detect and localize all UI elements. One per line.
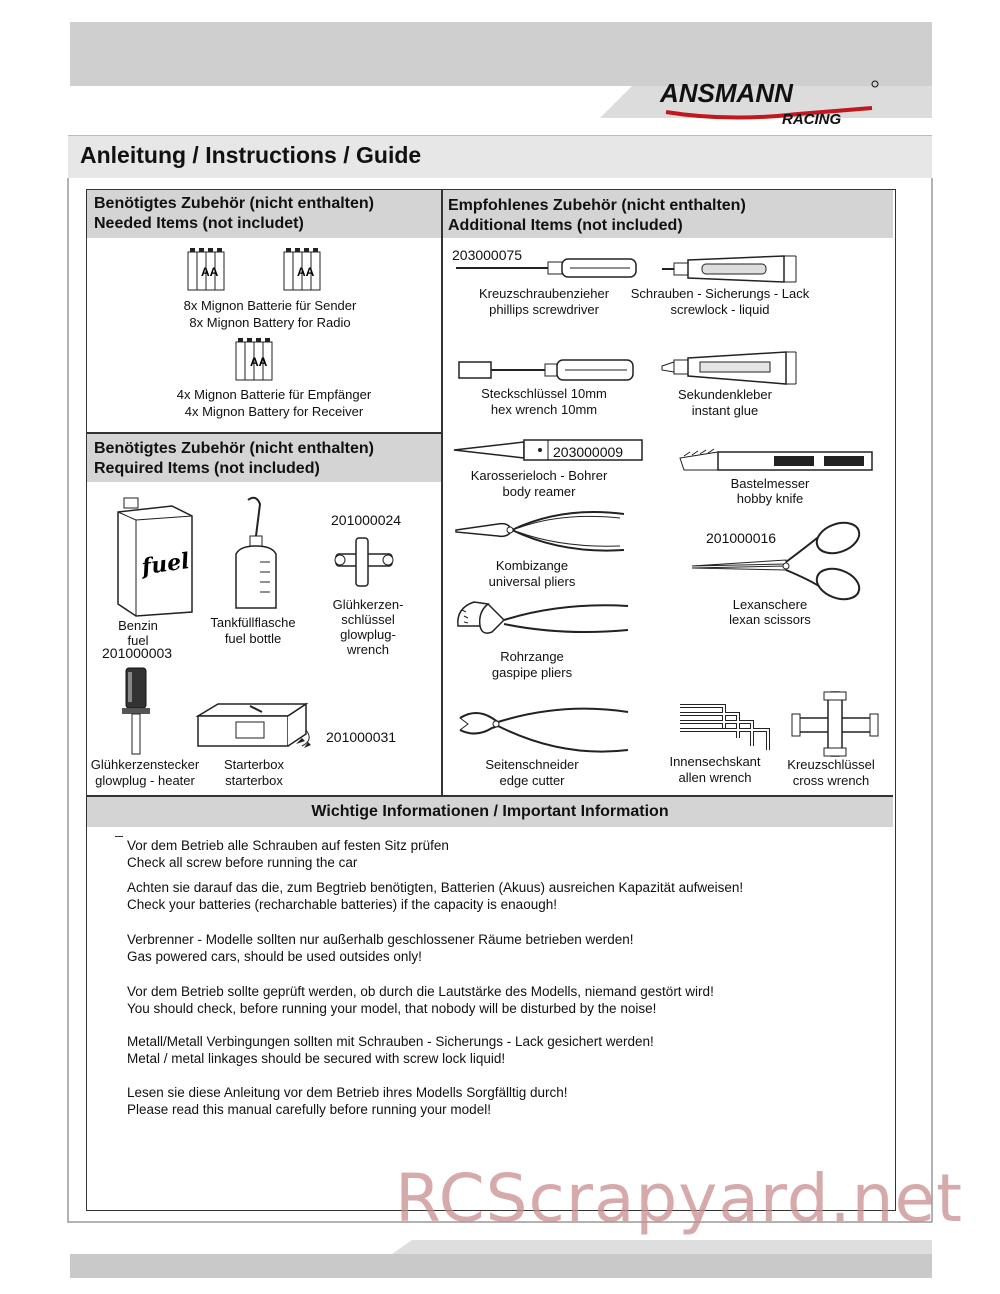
pliers-en: universal pliers xyxy=(488,574,576,589)
info-line: Metal / metal linkages should be secured with screw lock liquid! xyxy=(127,1051,506,1066)
brand-sub: RACING xyxy=(782,111,842,128)
screwdriver-en: phillips screwdriver xyxy=(489,302,599,317)
battery-label: AA xyxy=(201,265,219,279)
wrench-label-2: schlüssel xyxy=(341,612,395,627)
heater-de: Glühkerzenstecker xyxy=(90,757,200,772)
reamer-en: body reamer xyxy=(502,484,576,499)
wrench-label-1: Glühkerzen- xyxy=(332,597,404,612)
glue-en: instant glue xyxy=(691,403,759,418)
gaspipe-de: Rohrzange xyxy=(500,649,564,664)
allen-de: Innensechskant xyxy=(669,754,761,769)
allen-en: allen wrench xyxy=(678,770,752,785)
battery-label: AA xyxy=(250,355,268,369)
recommended-section-header xyxy=(443,190,893,238)
page-title: Anleitung / Instructions / Guide xyxy=(80,142,422,168)
allen-wrench-icon xyxy=(676,702,776,752)
screwlock-tube-icon xyxy=(658,254,808,284)
recommended-title-en: Additional Items (not included) xyxy=(448,217,683,234)
battery-pack-icon xyxy=(232,336,292,386)
info-line: Vor dem Betrieb alle Schrauben auf festen Sitz prüfen xyxy=(127,838,449,853)
gaspipe-en: gaspipe pliers xyxy=(491,665,573,680)
cross-de: Kreuzschlüssel xyxy=(787,757,875,772)
screwlock-en: screwlock - liquid xyxy=(670,302,770,317)
info-line: Check all screw before running the car xyxy=(127,855,358,870)
info-line: Gas powered cars, should be used outsides only! xyxy=(127,949,422,964)
fuel-bottle-de: Tankfüllflasche xyxy=(210,615,296,630)
info-line: Check your batteries (recharchable batteries) if the capacity is enaough! xyxy=(127,897,557,912)
recommended-title-de: Empfohlenes Zubehör (nicht enthalten) xyxy=(448,197,746,214)
heater-part-number: 201000003 xyxy=(102,645,173,661)
brand-logo xyxy=(658,78,880,130)
glue-de: Sekundenkleber xyxy=(678,387,772,402)
wrench-label-4: wrench xyxy=(347,642,389,657)
heater-en: glowplug - heater xyxy=(95,773,195,788)
info-line: Lesen sie diese Anleitung vor dem Betrieb ihres Modells Sorgfälltig durch! xyxy=(127,1085,568,1100)
important-section-header xyxy=(87,797,893,827)
wrench-part-number: 201000024 xyxy=(331,512,402,528)
edge-cutter-icon xyxy=(452,704,632,760)
fuel-bottle-en: fuel bottle xyxy=(224,631,282,646)
glowplug-wrench-icon xyxy=(330,534,400,594)
info-line: Verbrenner - Modelle sollten nur außerhalb geschlossener Räume betrieben werden! xyxy=(127,932,634,947)
cross-wrench-icon xyxy=(790,690,880,758)
needed-item2-de: 4x Mignon Batterie für Empfänger xyxy=(176,387,372,402)
important-title: Wichtige Informationen / Important Information xyxy=(311,803,669,820)
scissors-de: Lexanschere xyxy=(732,597,808,612)
fuel-en: fuel xyxy=(127,633,149,648)
scissors-en: lexan scissors xyxy=(729,612,811,627)
info-line: You should check, before running your model, that nobody will be disturbed by the noise! xyxy=(127,1001,657,1016)
hexwrench-de: Steckschlüssel 10mm xyxy=(481,386,607,401)
scissors-part-number: 201000016 xyxy=(706,530,777,546)
fuel-bottle-icon xyxy=(226,492,286,612)
screwlock-de: Schrauben - Sicherungs - Lack xyxy=(630,286,810,301)
glue-tube-icon xyxy=(660,350,800,388)
info-bullet xyxy=(115,836,117,837)
hexwrench-en: hex wrench 10mm xyxy=(490,402,598,417)
needed-item1-en: 8x Mignon Battery for Radio xyxy=(189,315,351,330)
fuel-can-icon xyxy=(110,492,200,618)
hex-wrench-icon xyxy=(455,356,640,386)
watermark: RCScrapyard.net xyxy=(395,1160,963,1237)
knife-en: hobby knife xyxy=(736,491,804,506)
required-section-header xyxy=(87,434,441,482)
required-title-en: Required Items (not included) xyxy=(94,460,320,477)
wrench-label-3: glowplug- xyxy=(340,627,396,642)
universal-pliers-icon xyxy=(452,510,632,560)
column-divider xyxy=(441,190,443,796)
battery-label: AA xyxy=(297,265,315,279)
starter-en: starterbox xyxy=(225,773,283,788)
info-line: Metall/Metall Verbingungen sollten mit Schrauben - Sicherungs - Lack gesichert werden! xyxy=(127,1034,654,1049)
cross-en: cross wrench xyxy=(792,773,870,788)
starterbox-icon xyxy=(196,690,326,756)
fuel-can-text: fuel xyxy=(140,547,192,581)
info-line: Please read this manual carefully before running your model! xyxy=(127,1102,491,1117)
glowplug-heater-icon xyxy=(116,664,156,756)
needed-item1-de: 8x Mignon Batterie für Sender xyxy=(183,298,357,313)
gaspipe-pliers-icon xyxy=(452,596,632,646)
hobby-knife-icon xyxy=(678,448,878,476)
needed-item2-en: 4x Mignon Battery for Receiver xyxy=(184,404,364,419)
needed-title-en: Needed Items (not includet) xyxy=(94,215,304,232)
batteries-group-1 xyxy=(180,246,360,296)
page-title-bar xyxy=(68,135,932,178)
starter-part-number: 201000031 xyxy=(326,729,397,745)
footer-bar xyxy=(0,1236,1000,1286)
info-line: Vor dem Betrieb sollte geprüft werden, ob durch die Lautstärke des Modells, niemand gestört wird! xyxy=(127,984,714,999)
screwdriver-icon xyxy=(452,254,642,284)
reamer-de: Karosserieloch - Bohrer xyxy=(470,468,608,483)
screwdriver-part-number: 203000075 xyxy=(452,247,523,263)
fuel-de: Benzin xyxy=(118,618,158,633)
starter-de: Starterbox xyxy=(224,757,284,772)
knife-de: Bastelmesser xyxy=(730,476,810,491)
needed-section-header xyxy=(87,190,441,238)
info-line: Achten sie darauf das die, zum Begtrieb benötigten, Batterien (Akuus) ausreichen Kapazität aufweisen! xyxy=(127,880,744,895)
brand-name: ANSMANN xyxy=(660,78,793,108)
lexan-scissors-icon xyxy=(690,518,866,602)
required-title-de: Benötigtes Zubehör (nicht enthalten) xyxy=(94,440,374,457)
needed-title-de: Benötigtes Zubehör (nicht enthalten) xyxy=(94,195,374,212)
cutter-de: Seitenschneider xyxy=(485,757,579,772)
screwdriver-de: Kreuzschraubenzieher xyxy=(478,286,610,301)
reamer-part-number: 203000009 xyxy=(553,444,624,460)
cutter-en: edge cutter xyxy=(499,773,565,788)
pliers-de: Kombizange xyxy=(495,558,569,573)
